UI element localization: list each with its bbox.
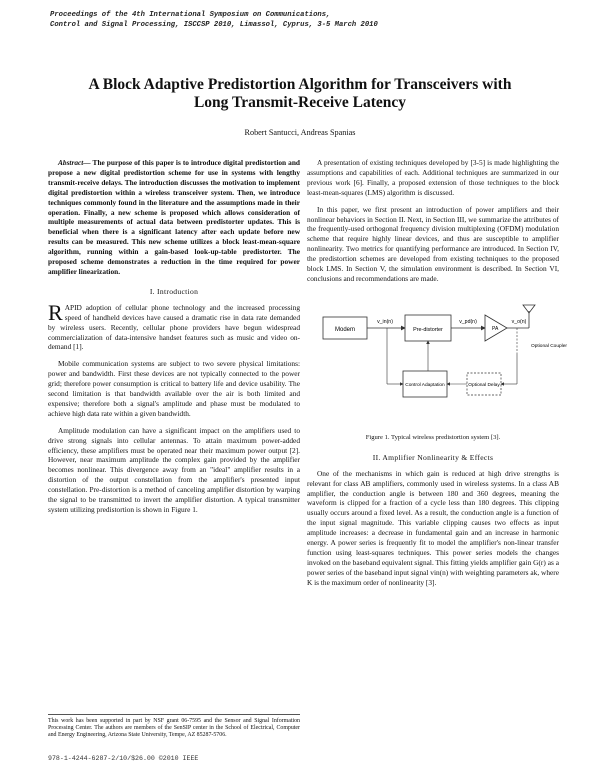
- section-2-heading: II. Amplifier Nonlinearity & Effects: [372, 452, 494, 462]
- right-paragraph-2: In this paper, we first present an introduction of power amplifiers and their nonlinear behaviors in Section II. Next, in Section III, we summarize the attributes of the frequently-used orthogonal frequency division multiplexing (OFDM) modulation scheme that require highly linear devices, and thus are susceptible to amplifier nonlinearity. Two metrics for quantifying performance are introduced. In Section IV, the predistortion schemes are developed from existing techniques to the proposed block LMS. In Section V, the simulation environment is described. In Section VI, conclusions and recommendations are made.: [307, 204, 559, 283]
- predistorter-label: Pre-distorter: [413, 326, 443, 333]
- right-paragraph-1: A presentation of existing techniques developed by [3-5] is made highlighting the assumptions and capabilities of each. Additional techniques are summarized in our previous work [6]. Finally, a proposed extension of those techniques to the block least-mean-squares (LMS) algorithm is discussed.: [307, 158, 559, 197]
- vout-label: v_o(n): [511, 318, 527, 325]
- right-column: [307, 158, 567, 595]
- paper-authors: Robert Santucci, Andreas Spanias: [244, 128, 356, 137]
- section-1-heading: I. Introduction: [149, 286, 199, 296]
- proceedings-line-2: Control and Signal Processing, ISCCSP 2010, Limassol, Cyprus, 3-5 March 2010: [50, 21, 378, 29]
- intro-paragraph-2: Mobile communication systems are subject to two severe physical limitations: power and bandwidth. First these devices are not typically connected to the power grid; therefore power consumption is critical to battery life and device usability. The second limitation is that bandwidth available over the air is both limited and expensive; therefore both a signal's amplitude and phase must be modulated to achieve high data rate within a given bandwidth.: [48, 359, 300, 418]
- intro-paragraph-3: Amplitude modulation can have a significant impact on the amplifiers used to drive strong signals into cellular antennas. To attain maximum power-added efficiency, these amplifiers must be operated near their maximum power output [2]. However, near maximum amplitude the complex gain provided by the amplifier becomes nonlinear. This divergence away from an "ideal" amplifier results in a distortion of the output constellation from the amplifier's presented input constellation. Pre-distortion is a method of canceling amplifier distortion by warping the signal to be transmitted to invert the amplifier distortion. A typical transmitter system utilizing predistortion is shown in Figure 1.: [48, 425, 300, 514]
- paper-title: [40, 76, 560, 112]
- optional-delay-label: Optional Delay: [468, 382, 500, 388]
- footnote: This work has been supported in part by NSF grant 06-7595 and the Sensor and Signal Information Processing Center. The authors are members of the SenSIP center in the School of Electrical, Computer and Energy Engineering, Arizona State University, Tempe, AZ 85287-5706.: [48, 714, 300, 740]
- predistortion-block-diagram: [307, 291, 567, 431]
- proceedings-header: [50, 10, 570, 30]
- paper-title-line-1: A Block Adaptive Predistortion Algorithm for Transceivers with: [88, 76, 512, 93]
- abstract-text: The purpose of this paper is to introduce digital predistortion and propose a new digital predistortion scheme for use in systems with lengthy transmit-receive delays. The introduction discusses the motivation to implement digital predistortion within a wireless transceiver system. Then, we introduce techniques commonly found in the literature and the assumptions made in their operation. Finally, a new scheme is proposed which allows consideration of multiple measurements of actual data between predistorter updates. This is beneficial when there is a significant latency after each update before new results can be measured. This new scheme utilizes a block least-mean-square algorithm, running within a gain-based look-up-table predistorter. The proposed scheme demonstrates a reduction in the time required for power amplifier linearization.: [48, 158, 300, 276]
- figure-1: [307, 291, 567, 431]
- intro-paragraph-1-text: APID adoption of cellular phone technology and the increased processing speed of handheld devices have caused a dramatic rise in data rate demanded by wireless users. Recently, cellular phone providers have begun widespread commercialization of data-intensive handset features such as music and video on-demand [1].: [48, 302, 300, 352]
- section-2-paragraph-1: One of the mechanisms in which gain is reduced at high drive strengths is relevant for class AB amplifiers, commonly used in wireless systems. In a class AB amplifier, the conduction angle is between 180 and 360 degrees, meaning the waveform is clipped for a fraction of a cycle less than 180 degrees. This clipping usually occurs around a fixed level. As a result, the conduction angle is a function of the input signal magnitude. This variable clipping causes two effects as input amplitude increases: a decrease in fundamental gain and an increase in harmonic energy. A power series is frequently fit to model the amplifier's non-linear transfer function using least-squares techniques. This power series models the changes invoked on the baseband equivalent signal. This fitting yields amplifier gain G(r) as a power series of the baseband input signal vin(n) with weighting parameters ak, where K is the maximum order of nonlinearity [3].: [307, 468, 559, 587]
- pa-label: PA: [492, 325, 499, 332]
- abstract: [48, 158, 300, 277]
- abstract-lead: Abstract—: [58, 158, 91, 167]
- vpd-label: v_pd(n): [459, 318, 477, 325]
- drop-cap: R: [48, 299, 63, 325]
- figure-1-caption: Figure 1. Typical wireless predistortion system [3].: [365, 433, 501, 441]
- optional-coupler-label: Optional Coupler: [531, 343, 567, 349]
- proceedings-line-1: Proceedings of the 4th International Symposium on Communications,: [50, 11, 331, 19]
- left-column: [48, 158, 300, 522]
- copyright-footer: 978-1-4244-6287-2/10/$26.00 ©2010 IEEE: [48, 755, 199, 762]
- paper-title-line-2: Long Transmit-Receive Latency: [193, 94, 407, 111]
- intro-paragraph-1: [48, 299, 300, 353]
- control-adaptation-label: Control Adaptation: [405, 382, 445, 388]
- vin-label: v_in(n): [377, 318, 393, 325]
- modem-label: Modem: [334, 326, 356, 333]
